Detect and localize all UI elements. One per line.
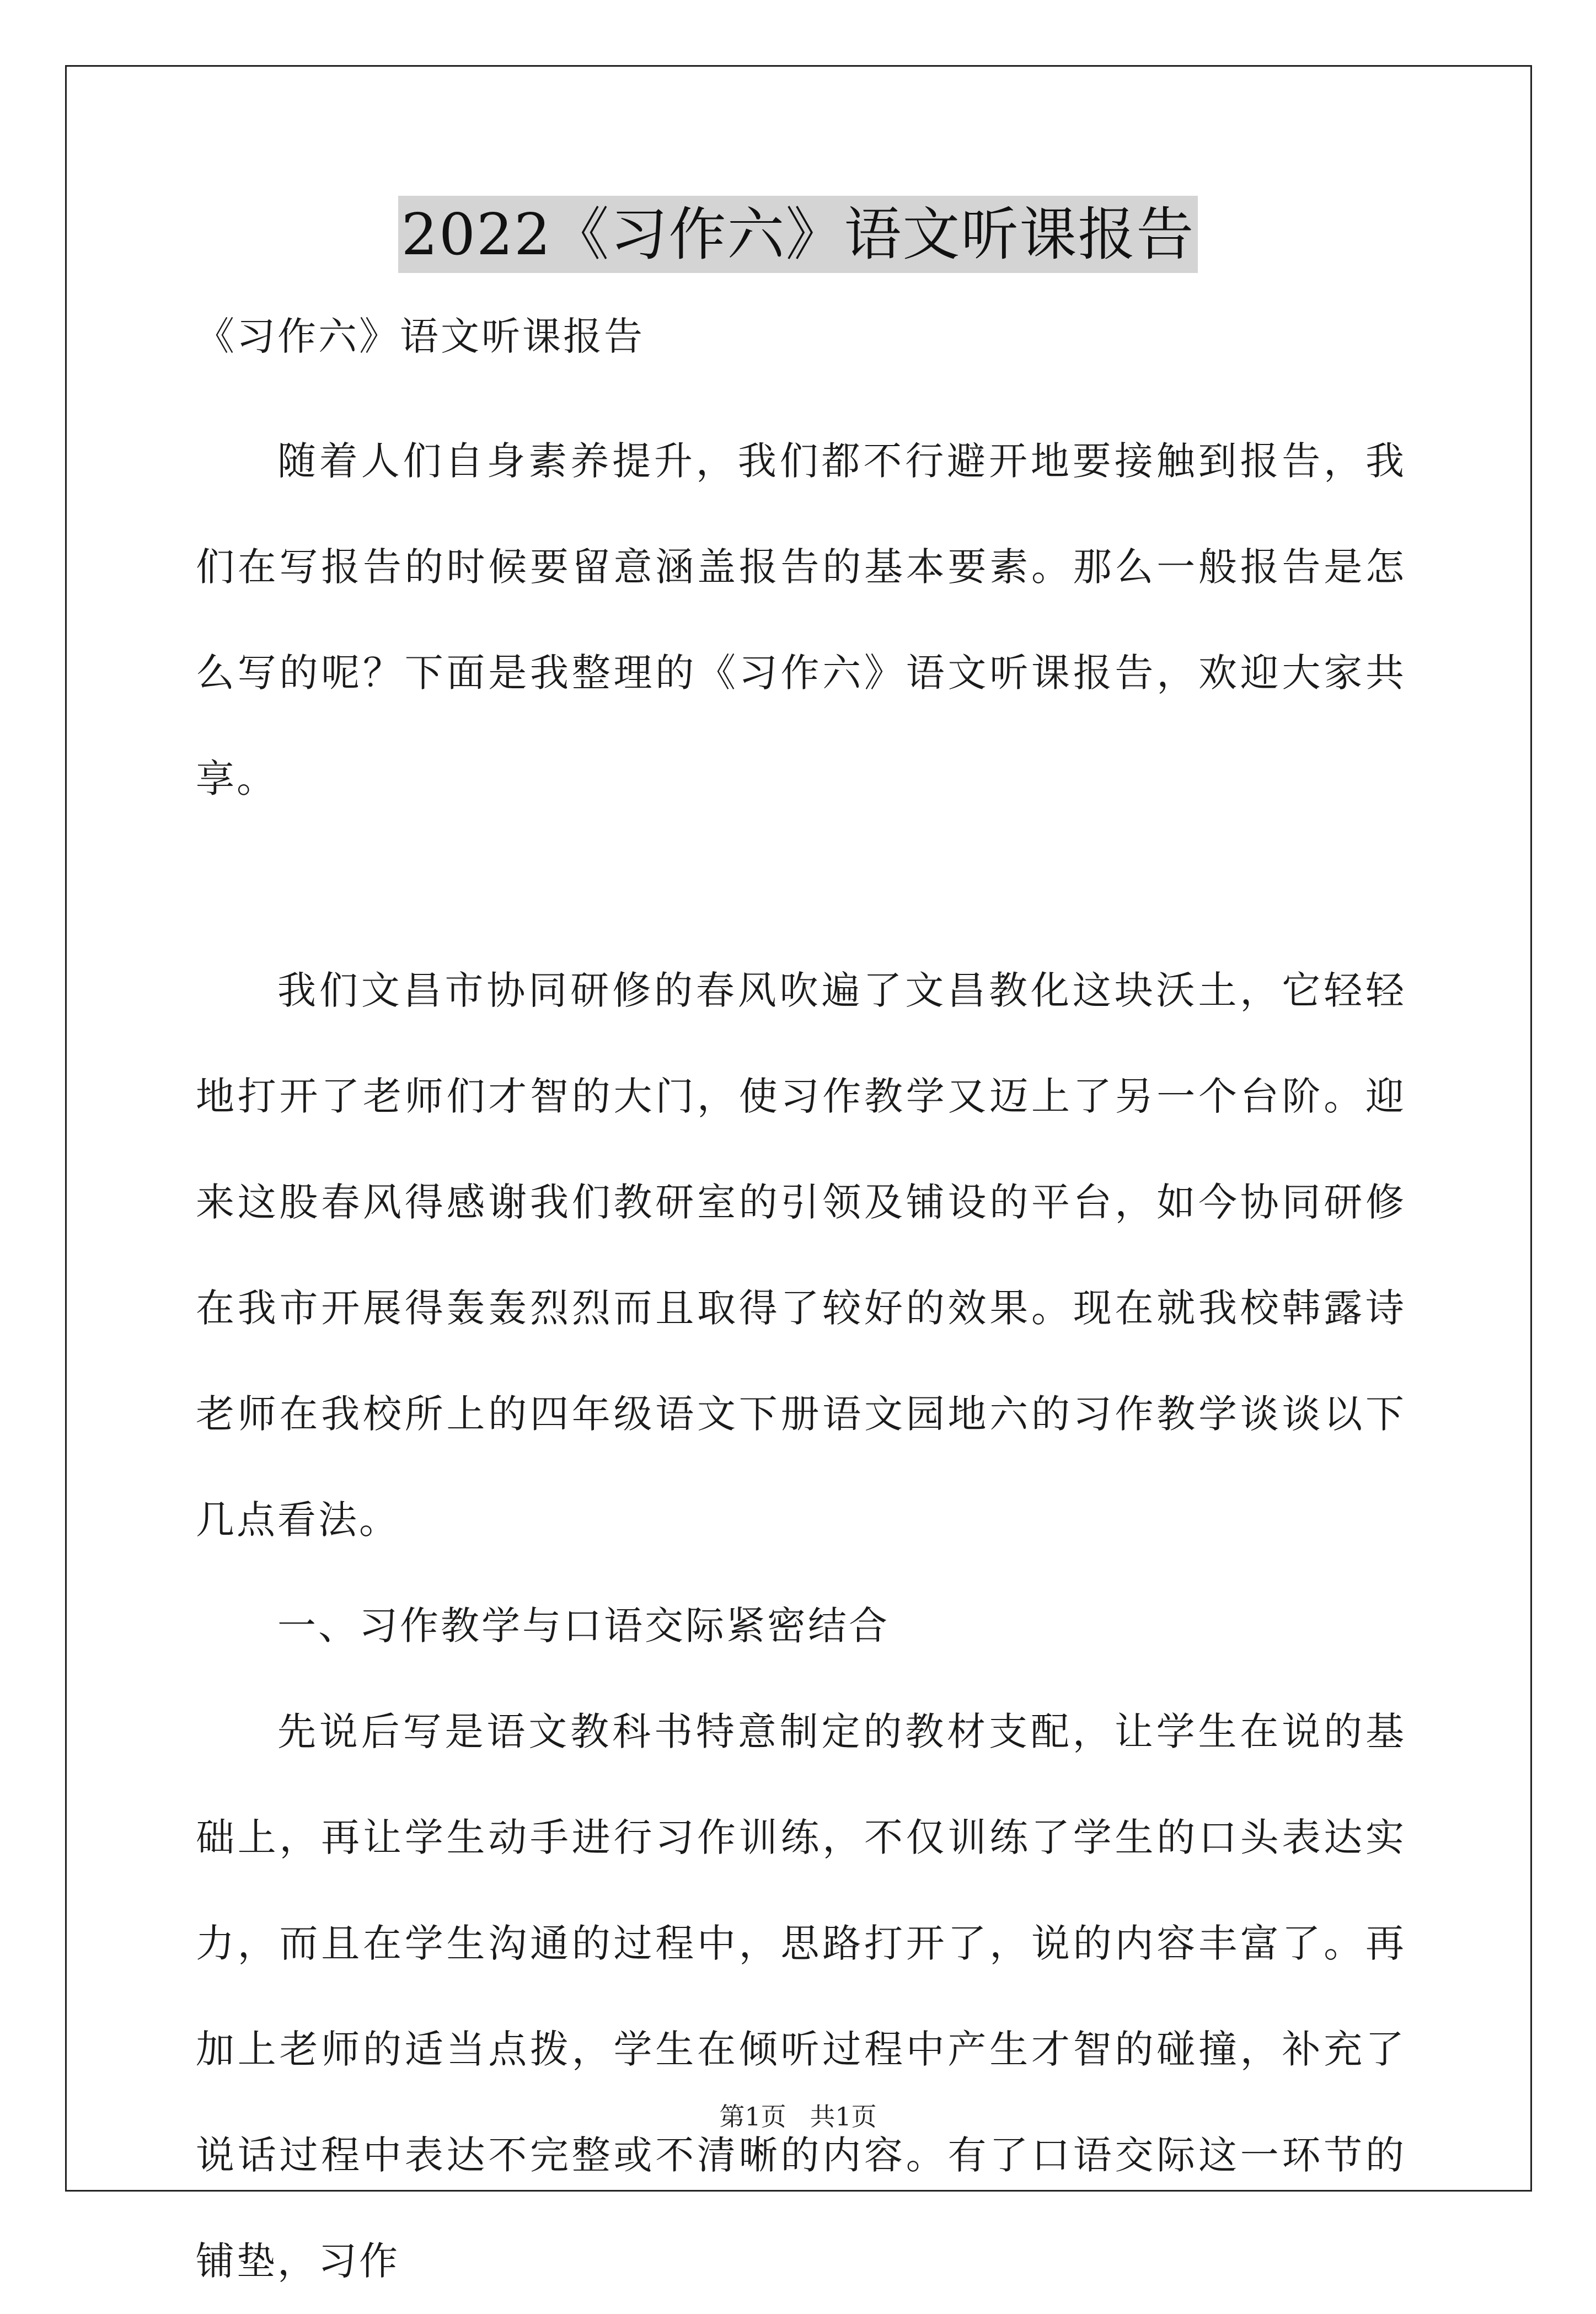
section-heading-1: 一、习作教学与口语交际紧密结合	[277, 1603, 890, 1648]
paragraph-spacer	[196, 832, 1406, 938]
body-paragraph-2: 先说后写是语文教科书特意制定的教材支配，让学生在说的基础上，再让学生动手进行习作训练，不仅训练了学生的口头表达实力，而且在学生沟通的过程中，思路打开了，说的内容丰富了。再加上老师的适当点拨，学生在倾听过程中产生才智的碰撞，补充了说话过程中表达不完整或不清晰的内容。有了口语交际这一环节的铺垫，习作	[196, 1709, 1406, 2284]
document-body	[196, 309, 1406, 2314]
title-container	[0, 196, 1596, 273]
document-subtitle: 《习作六》语文听课报告	[196, 314, 645, 359]
page-footer	[0, 2100, 1596, 2133]
page-number: 第1页	[719, 2102, 786, 2131]
document-title: 2022《习作六》语文听课报告	[398, 196, 1198, 273]
body-paragraph-1: 我们文昌市协同研修的春风吹遍了文昌教化这块沃土，它轻轻地打开了老师们才智的大门，使习作教学又迈上了另一个台阶。迎来这股春风得感谢我们教研室的引领及铺设的平台，如今协同研修在我市开展得轰轰烈烈而且取得了较好的效果。现在就我校韩露诗老师在我校所上的四年级语文下册语文园地六的习作教学谈谈以下几点看法。	[196, 968, 1406, 1542]
intro-paragraph: 随着人们自身素养提升，我们都不行避开地要接触到报告，我们在写报告的时候要留意涵盖报告的基本要素。那么一般报告是怎么写的呢？下面是我整理的《习作六》语文听课报告，欢迎大家共享。	[196, 438, 1406, 801]
page-total: 共1页	[810, 2102, 877, 2131]
